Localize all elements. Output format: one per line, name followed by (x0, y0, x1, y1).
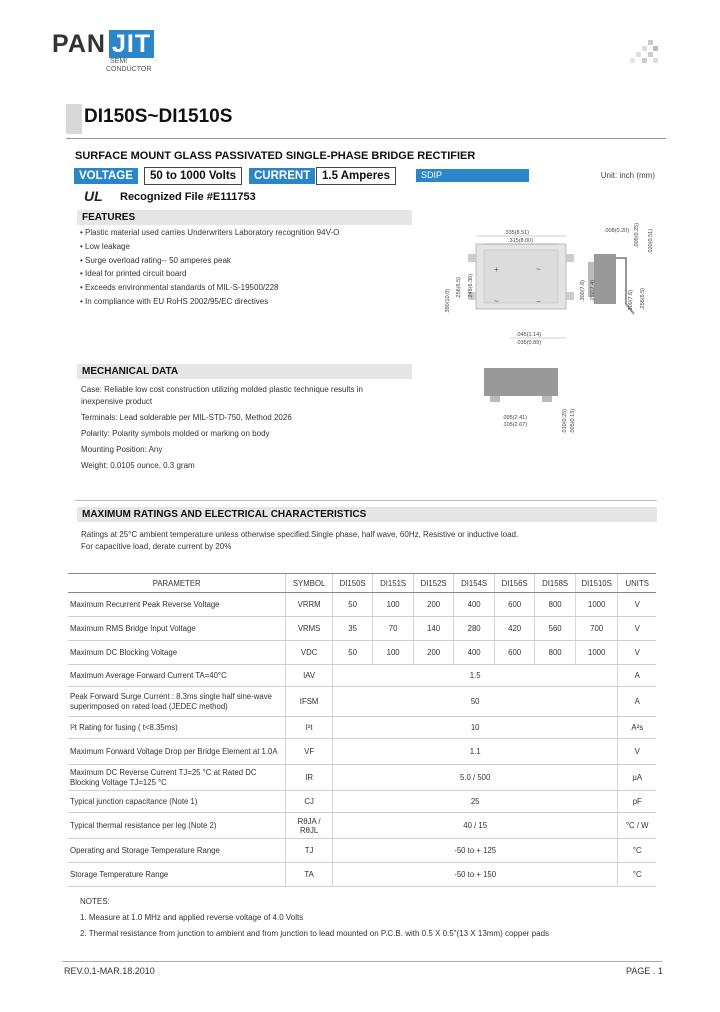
symbol-cell: VRRM (286, 593, 333, 617)
current-value: 1.5 Amperes (316, 167, 396, 185)
unit-note: Unit: inch (mm) (600, 171, 655, 180)
feature-item: • Low leakage (80, 240, 410, 254)
pin-plus-label: + (494, 265, 499, 274)
table-row (68, 717, 656, 739)
feature-item: • In compliance with EU RoHS 2002/95/EC directives (80, 295, 410, 309)
header-cell: DI1510S (575, 574, 618, 593)
dim-label: .300(7.6) (580, 279, 586, 302)
header-cell: DI158S (535, 574, 576, 593)
value-cell: 5.0 / 500 (332, 765, 618, 791)
value-cell: 1.5 (332, 665, 618, 687)
dim-label: .315(8.00) (508, 238, 534, 244)
table-row (68, 839, 656, 863)
param-cell: I²t Rating for fusing ( t<8.35ms) (68, 717, 286, 739)
value-cell: 280 (454, 617, 495, 641)
value-cell: 600 (494, 641, 535, 665)
notes-title: NOTES: (80, 897, 110, 906)
page-title: DI150S~DI1510S (84, 106, 233, 127)
title-rule (66, 138, 666, 139)
logo-sub-line2: CONDUCTOR (106, 66, 152, 73)
value-cell: 100 (373, 641, 414, 665)
feature-item: • Ideal for printed circuit board (80, 267, 410, 281)
pin-ac-label: ~ (536, 265, 541, 274)
value-cell: 50 (332, 593, 373, 617)
revision-label: REV.0.1-MAR.18.2010 (64, 966, 155, 976)
dim-label: .256(6.5) (456, 276, 462, 299)
param-cell: Operating and Storage Temperature Range (68, 839, 286, 863)
param-cell: Maximum DC Reverse Current TJ=25 °C at Rated DC Blocking Voltage TJ=125 °C (68, 765, 286, 791)
feature-item: • Plastic material used carries Underwriters Laboratory recognition 94V-O (80, 226, 410, 240)
dim-label: .292(7.4) (590, 279, 596, 302)
value-cell: 420 (494, 617, 535, 641)
ratings-heading: MAXIMUM RATINGS AND ELECTRICAL CHARACTERISTICS (77, 507, 657, 522)
symbol-cell: CJ (286, 791, 333, 813)
table-row (68, 813, 656, 839)
table-header-row (68, 574, 656, 593)
notes-section (80, 894, 660, 942)
pin-minus-label: − (536, 297, 541, 306)
dim-label: .095(2.41) (502, 415, 528, 421)
header-cell: DI156S (494, 574, 535, 593)
mechanical-line: Mounting Position: Any (81, 445, 163, 454)
param-cell: Storage Temperature Range (68, 863, 286, 887)
header-cell: DI152S (413, 574, 454, 593)
value-cell: 70 (373, 617, 414, 641)
table-row (68, 665, 656, 687)
logo-subtitle (106, 58, 151, 74)
ul-logo-icon: UL (84, 188, 103, 204)
page-number: PAGE . 1 (626, 966, 663, 976)
dim-label: .335(8.51) (504, 230, 530, 236)
logo-sub-line1: SEMI (110, 58, 128, 65)
mechanical-line: Polarity: Polarity symbols molded or marking on body (81, 429, 270, 438)
param-cell: Maximum DC Blocking Voltage (68, 641, 286, 665)
specification-table (68, 573, 656, 887)
symbol-cell: VDC (286, 641, 333, 665)
value-cell: 1000 (575, 593, 618, 617)
mechanical-line: Weight: 0.0105 ounce, 0.3 gram (81, 461, 195, 470)
value-cell: 600 (494, 593, 535, 617)
header-cell: UNITS (618, 574, 656, 593)
ratings-notes (81, 529, 661, 553)
value-cell: 50 (332, 687, 618, 717)
recognized-file: Recognized File #E111753 (120, 191, 256, 203)
symbol-cell: IR (286, 765, 333, 791)
value-cell: 35 (332, 617, 373, 641)
footer-rule (62, 961, 662, 962)
header-cell: SYMBOL (286, 574, 333, 593)
header-cell: PARAMETER (68, 574, 286, 593)
param-cell: Maximum RMS Bridge Input Voltage (68, 617, 286, 641)
value-cell: 800 (535, 593, 576, 617)
mechanical-data (81, 384, 401, 476)
value-cell: 1000 (575, 641, 618, 665)
symbol-cell: RθJA / RθJL (286, 813, 333, 839)
package-outline-diagram (416, 184, 662, 444)
table-row (68, 617, 656, 641)
value-cell: 800 (535, 641, 576, 665)
dim-label: .008(0.20) (604, 228, 630, 234)
pin-ac-label-2: ~ (494, 297, 499, 306)
unit-cell: °C (618, 863, 656, 887)
unit-cell: V (618, 641, 656, 665)
mechanical-heading: MECHANICAL DATA (77, 364, 412, 379)
section-divider (75, 500, 657, 501)
table-row (68, 739, 656, 765)
mechanical-line: Terminals: Lead solderable per MIL-STD-750, Method 2026 (81, 413, 292, 422)
symbol-cell: VRMS (286, 617, 333, 641)
product-subtitle: SURFACE MOUNT GLASS PASSIVATED SINGLE-PHASE BRIDGE RECTIFIER (75, 150, 476, 162)
dim-label: .045(1.14) (516, 332, 542, 338)
table-row (68, 593, 656, 617)
param-cell: Typical junction capacitance (Note 1) (68, 791, 286, 813)
dim-label: .105(2.67) (502, 422, 528, 428)
symbol-cell: IAV (286, 665, 333, 687)
unit-cell: V (618, 593, 656, 617)
symbol-cell: TA (286, 863, 333, 887)
features-list (80, 226, 410, 309)
symbol-cell: IFSM (286, 687, 333, 717)
value-cell: 400 (454, 593, 495, 617)
param-cell: Typical thermal resistance per leg (Note 2) (68, 813, 286, 839)
table-row (68, 863, 656, 887)
voltage-value: 50 to 1000 Volts (144, 167, 242, 185)
ratings-line: Ratings at 25°C ambient temperature unless otherwise specified.Single phase, half wave, 60Hz, Resistive or inductive load. (81, 530, 519, 539)
value-cell: 560 (535, 617, 576, 641)
unit-cell: A (618, 687, 656, 717)
value-cell: 200 (413, 641, 454, 665)
decorative-dots-icon (624, 40, 658, 66)
value-cell: 700 (575, 617, 618, 641)
feature-item: • Exceeds environmental standards of MIL-S-19500/228 (80, 281, 410, 295)
features-heading: FEATURES (77, 210, 412, 225)
unit-cell: °C / W (618, 813, 656, 839)
table-row (68, 687, 656, 717)
value-cell: 40 / 15 (332, 813, 618, 839)
header-cell: DI154S (454, 574, 495, 593)
value-cell: 100 (373, 593, 414, 617)
value-cell: 400 (454, 641, 495, 665)
unit-cell: V (618, 617, 656, 641)
symbol-cell: TJ (286, 839, 333, 863)
value-cell: -50 to + 125 (332, 839, 618, 863)
value-cell: 10 (332, 717, 618, 739)
dim-label: .390(10.0) (445, 288, 451, 314)
param-cell: Maximum Recurrent Peak Reverse Voltage (68, 593, 286, 617)
dim-label: .020(0.51) (648, 228, 654, 254)
logo-jit-text: JIT (109, 30, 154, 58)
dim-label: .009(0.25) (634, 222, 640, 248)
unit-cell: A²s (618, 717, 656, 739)
value-cell: 25 (332, 791, 618, 813)
value-cell: -50 to + 150 (332, 863, 618, 887)
value-cell: 140 (413, 617, 454, 641)
package-name-bar: SDIP (416, 169, 529, 182)
value-cell: 1.1 (332, 739, 618, 765)
dim-label: .300(7.6) (628, 289, 634, 312)
unit-cell: pF (618, 791, 656, 813)
dim-label: .005(0.13) (570, 408, 576, 434)
note-item: 1. Measure at 1.0 MHz and applied reverse voltage of 4.0 Volts (80, 913, 304, 922)
note-item: 2. Thermal resistance from junction to ambient and from junction to lead mounted on P.C.B. with 0.5 X 0.5"(13 X 13mm) copper pads (80, 929, 550, 938)
dim-label: .248(6.30) (468, 273, 474, 299)
voltage-label: VOLTAGE (74, 168, 138, 184)
table-row (68, 765, 656, 791)
unit-cell: μA (618, 765, 656, 791)
symbol-cell: I²t (286, 717, 333, 739)
mechanical-line: Case: Reliable low cost construction utilizing molded plastic technique results in inexpensive product (81, 385, 363, 406)
value-cell: 200 (413, 593, 454, 617)
logo-pan-text: PAN (52, 30, 106, 58)
current-label: CURRENT (249, 168, 315, 184)
unit-cell: V (618, 739, 656, 765)
feature-item: • Surge overload rating-- 50 amperes peak (80, 254, 410, 268)
header-cell: DI150S (332, 574, 373, 593)
header-cell: DI151S (373, 574, 414, 593)
dim-label: .010(0.25) (562, 408, 568, 434)
table-row (68, 791, 656, 813)
unit-cell: °C (618, 839, 656, 863)
unit-cell: A (618, 665, 656, 687)
title-marker (66, 104, 82, 134)
param-cell: Maximum Forward Voltage Drop per Bridge Element at 1.0A (68, 739, 286, 765)
ratings-line: For capacitive load, derate current by 20% (81, 542, 232, 551)
param-cell: Peak Forward Surge Current : 8.3ms single half sine-wave superimposed on rated load (JEDEC method) (68, 687, 286, 717)
dim-label: .256(6.5) (640, 287, 646, 310)
symbol-cell: VF (286, 739, 333, 765)
company-logo (52, 30, 154, 59)
table-row (68, 641, 656, 665)
value-cell: 50 (332, 641, 373, 665)
dim-label: .035(0.89) (516, 340, 542, 346)
param-cell: Maximum Average Forward Current TA=40°C (68, 665, 286, 687)
